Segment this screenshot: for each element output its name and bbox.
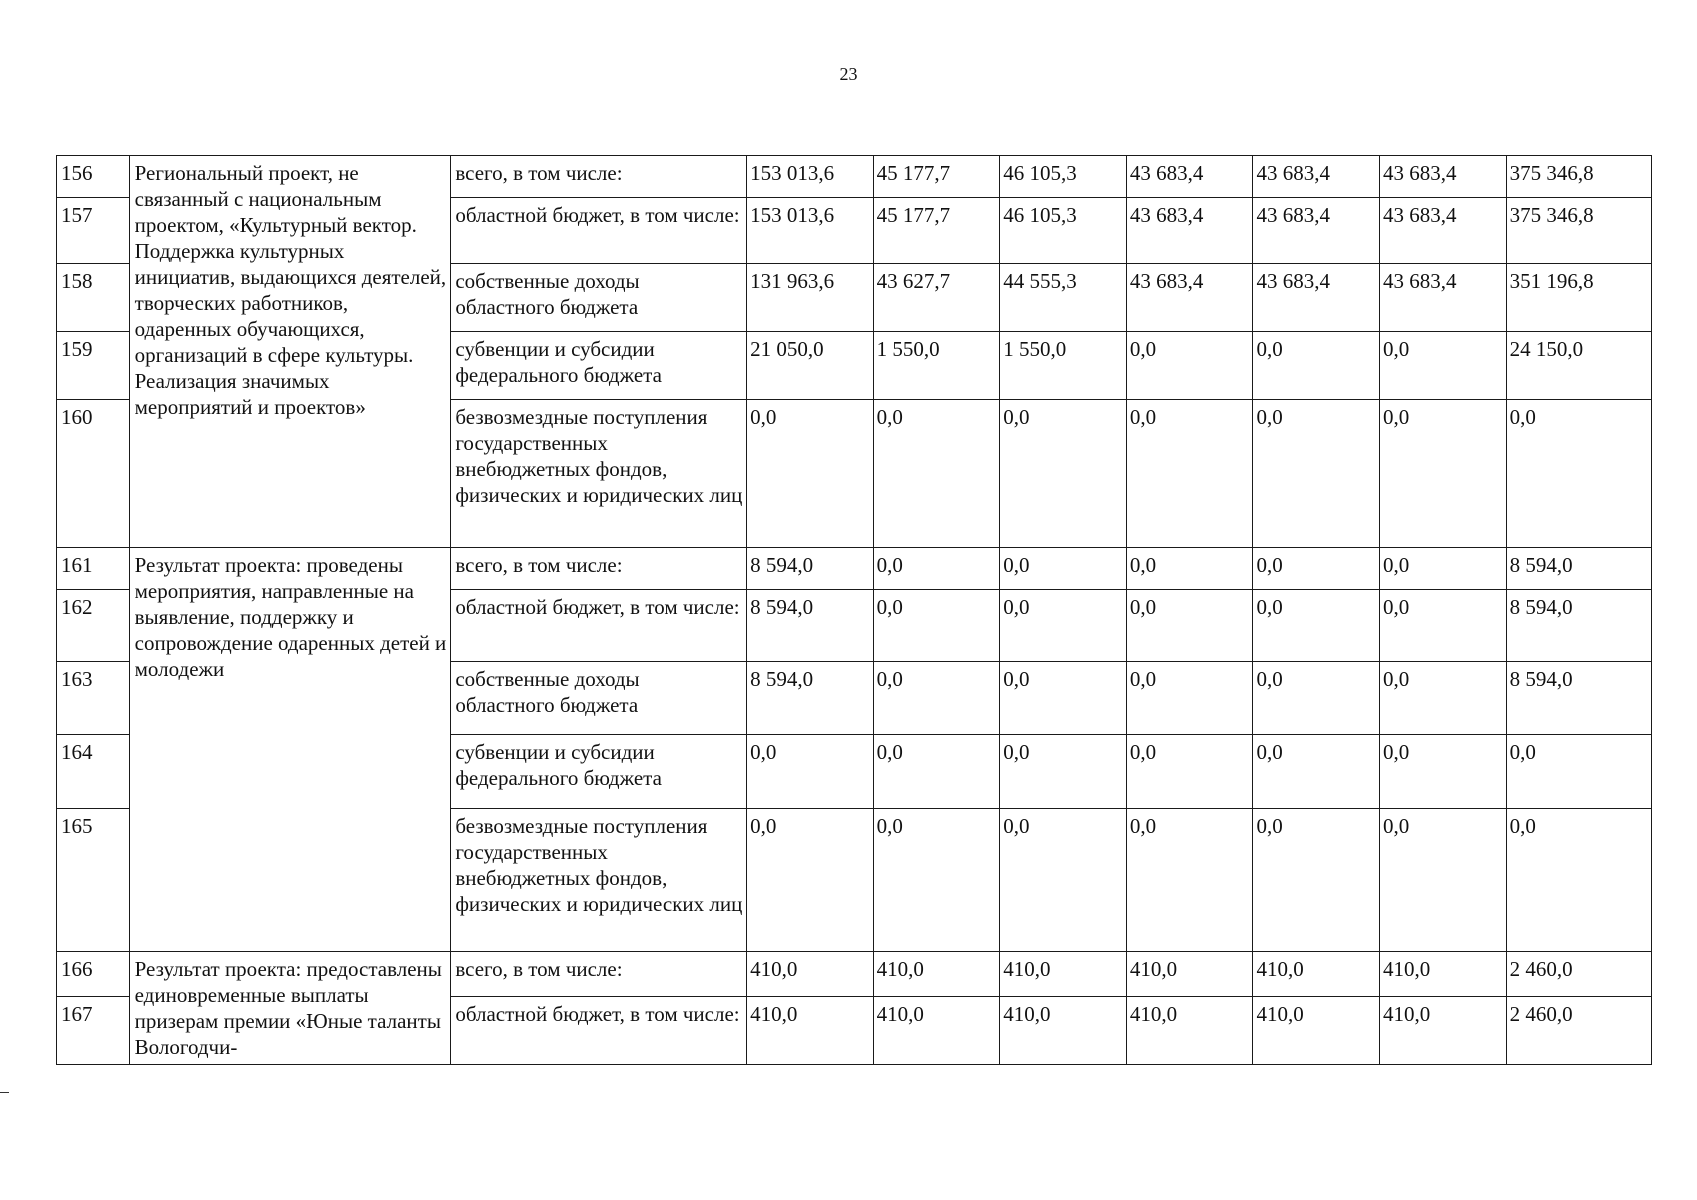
funding-source: всего, в том числе:	[451, 156, 747, 198]
value-cell: 0,0	[1000, 548, 1127, 590]
row-number: 162	[57, 590, 130, 662]
total-cell: 0,0	[1506, 809, 1651, 952]
value-cell: 0,0	[1126, 809, 1253, 952]
total-cell: 2 460,0	[1506, 997, 1651, 1065]
value-cell: 410,0	[1000, 997, 1127, 1065]
value-cell: 0,0	[1380, 662, 1507, 735]
funding-source: областной бюджет, в том числе:	[451, 997, 747, 1065]
row-number: 165	[57, 809, 130, 952]
project-result-name: Результат проекта: проведены мероприятия, направленные на выявление, поддержку и сопровождение одаренных детей и молодежи	[129, 548, 451, 952]
value-cell: 410,0	[873, 952, 1000, 997]
value-cell: 43 683,4	[1380, 264, 1507, 332]
value-cell: 0,0	[747, 809, 874, 952]
project-result-name: Результат проекта: предоставлены единовременные выплаты призерам премии «Юные таланты Вологодчи-	[129, 952, 451, 1065]
value-cell: 0,0	[1253, 400, 1380, 548]
value-cell: 44 555,3	[1000, 264, 1127, 332]
funding-source: областной бюджет, в том числе:	[451, 590, 747, 662]
table-row	[57, 156, 1652, 198]
table-row	[57, 952, 1652, 997]
row-number: 167	[57, 997, 130, 1065]
value-cell: 21 050,0	[747, 332, 874, 400]
value-cell: 43 683,4	[1253, 156, 1380, 198]
budget-table-body	[57, 156, 1652, 1065]
value-cell: 43 683,4	[1380, 198, 1507, 264]
value-cell: 43 683,4	[1126, 156, 1253, 198]
total-cell: 375 346,8	[1506, 156, 1651, 198]
page-number: 23	[839, 64, 858, 84]
value-cell: 0,0	[1126, 332, 1253, 400]
value-cell: 0,0	[1253, 662, 1380, 735]
funding-source: безвозмездные поступления государственных внебюджетных фондов, физических и юридических лиц	[451, 809, 747, 952]
value-cell: 410,0	[1253, 997, 1380, 1065]
value-cell: 410,0	[873, 997, 1000, 1065]
value-cell: 410,0	[1126, 952, 1253, 997]
value-cell: 410,0	[1380, 952, 1507, 997]
value-cell: 0,0	[1380, 735, 1507, 809]
total-cell: 24 150,0	[1506, 332, 1651, 400]
value-cell: 0,0	[1253, 735, 1380, 809]
value-cell: 45 177,7	[873, 156, 1000, 198]
value-cell: 131 963,6	[747, 264, 874, 332]
value-cell: 8 594,0	[747, 662, 874, 735]
total-cell: 8 594,0	[1506, 548, 1651, 590]
total-cell: 8 594,0	[1506, 662, 1651, 735]
value-cell: 0,0	[1000, 735, 1127, 809]
value-cell: 0,0	[873, 590, 1000, 662]
value-cell: 0,0	[747, 400, 874, 548]
total-cell: 0,0	[1506, 400, 1651, 548]
value-cell: 0,0	[1380, 400, 1507, 548]
value-cell: 0,0	[1000, 400, 1127, 548]
value-cell: 0,0	[1126, 400, 1253, 548]
table-row	[57, 548, 1652, 590]
value-cell: 153 013,6	[747, 156, 874, 198]
row-number: 166	[57, 952, 130, 997]
value-cell: 43 683,4	[1126, 198, 1253, 264]
value-cell: 0,0	[1253, 590, 1380, 662]
value-cell: 8 594,0	[747, 548, 874, 590]
funding-source: безвозмездные поступления государственных внебюджетных фондов, физических и юридических лиц	[451, 400, 747, 548]
funding-source: собственные доходы областного бюджета	[451, 264, 747, 332]
value-cell: 0,0	[1380, 548, 1507, 590]
value-cell: 410,0	[747, 952, 874, 997]
row-number: 163	[57, 662, 130, 735]
value-cell: 410,0	[1380, 997, 1507, 1065]
value-cell: 0,0	[873, 548, 1000, 590]
row-number: 161	[57, 548, 130, 590]
value-cell: 0,0	[1253, 332, 1380, 400]
project-name: Региональный проект, не связанный с национальным проектом, «Культурный вектор. Поддержка культурных инициатив, выдающихся деятелей, творческих работников, одаренных обучающихся, организаций в сфере культуры. Реализация значимых мероприятий и проектов»	[129, 156, 451, 548]
value-cell: 0,0	[1380, 590, 1507, 662]
value-cell: 0,0	[1253, 548, 1380, 590]
total-cell: 2 460,0	[1506, 952, 1651, 997]
value-cell: 46 105,3	[1000, 156, 1127, 198]
value-cell: 0,0	[873, 809, 1000, 952]
row-number: 159	[57, 332, 130, 400]
value-cell: 0,0	[873, 735, 1000, 809]
funding-source: всего, в том числе:	[451, 548, 747, 590]
value-cell: 43 683,4	[1380, 156, 1507, 198]
value-cell: 0,0	[1126, 590, 1253, 662]
funding-source: собственные доходы областного бюджета	[451, 662, 747, 735]
value-cell: 43 627,7	[873, 264, 1000, 332]
value-cell: 0,0	[1253, 809, 1380, 952]
value-cell: 0,0	[1126, 735, 1253, 809]
value-cell: 43 683,4	[1126, 264, 1253, 332]
value-cell: 8 594,0	[747, 590, 874, 662]
value-cell: 46 105,3	[1000, 198, 1127, 264]
value-cell: 0,0	[1126, 662, 1253, 735]
value-cell: 0,0	[873, 662, 1000, 735]
row-number: 160	[57, 400, 130, 548]
value-cell: 45 177,7	[873, 198, 1000, 264]
funding-source: субвенции и субсидии федерального бюджета	[451, 735, 747, 809]
budget-table	[56, 155, 1652, 1065]
margin-mark	[0, 1092, 9, 1093]
value-cell: 1 550,0	[1000, 332, 1127, 400]
value-cell: 153 013,6	[747, 198, 874, 264]
row-number: 157	[57, 198, 130, 264]
total-cell: 8 594,0	[1506, 590, 1651, 662]
funding-source: всего, в том числе:	[451, 952, 747, 997]
value-cell: 410,0	[1000, 952, 1127, 997]
row-number: 164	[57, 735, 130, 809]
value-cell: 0,0	[747, 735, 874, 809]
value-cell: 0,0	[1126, 548, 1253, 590]
total-cell: 375 346,8	[1506, 198, 1651, 264]
value-cell: 0,0	[1380, 332, 1507, 400]
total-cell: 0,0	[1506, 735, 1651, 809]
total-cell: 351 196,8	[1506, 264, 1651, 332]
value-cell: 0,0	[1380, 809, 1507, 952]
value-cell: 0,0	[1000, 662, 1127, 735]
value-cell: 410,0	[1253, 952, 1380, 997]
value-cell: 0,0	[1000, 809, 1127, 952]
value-cell: 0,0	[873, 400, 1000, 548]
row-number: 156	[57, 156, 130, 198]
value-cell: 0,0	[1000, 590, 1127, 662]
value-cell: 410,0	[747, 997, 874, 1065]
value-cell: 43 683,4	[1253, 264, 1380, 332]
funding-source: субвенции и субсидии федерального бюджета	[451, 332, 747, 400]
funding-source: областной бюджет, в том числе:	[451, 198, 747, 264]
value-cell: 43 683,4	[1253, 198, 1380, 264]
row-number: 158	[57, 264, 130, 332]
value-cell: 410,0	[1126, 997, 1253, 1065]
value-cell: 1 550,0	[873, 332, 1000, 400]
